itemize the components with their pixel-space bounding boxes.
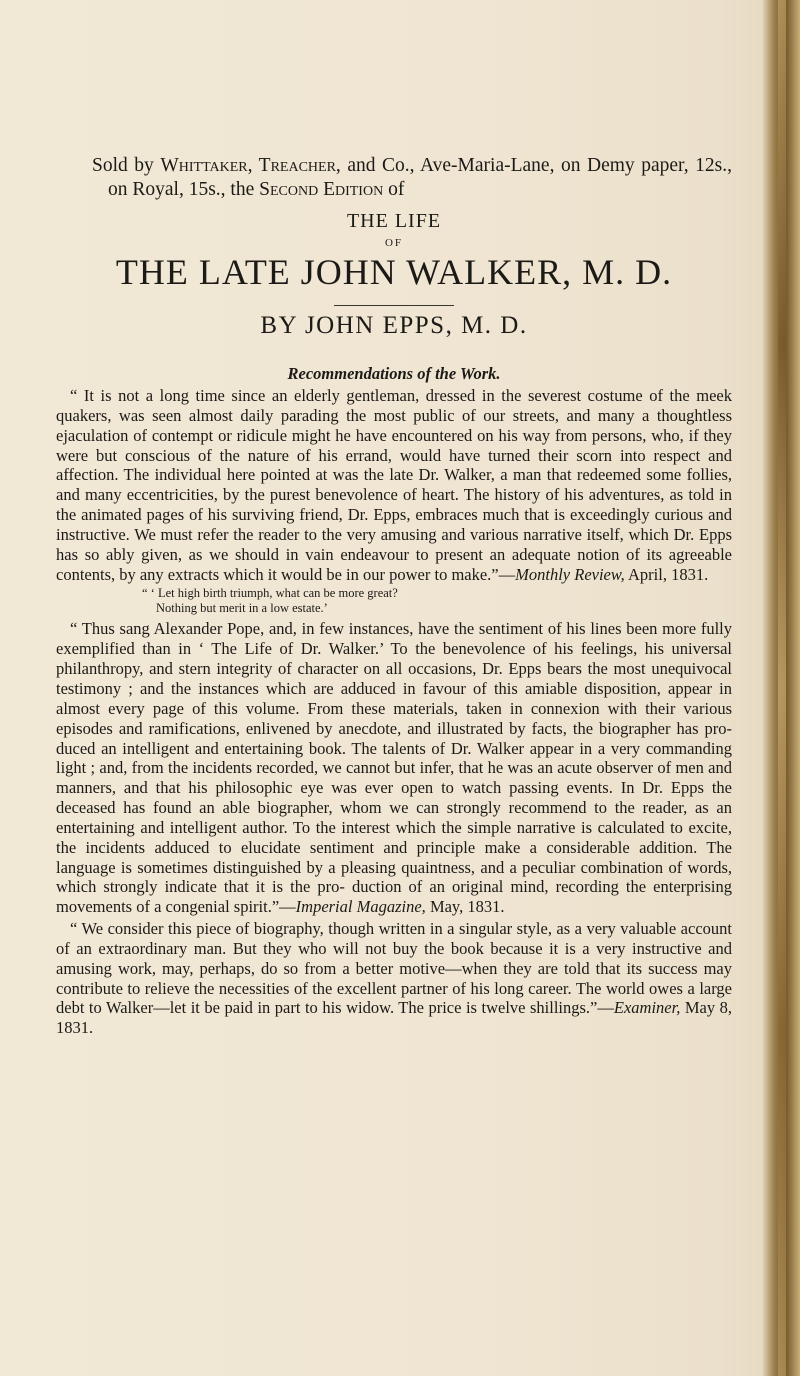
publisher-notice: [56, 154, 732, 202]
verse-line-2: Nothing but merit in a low estate.’: [156, 601, 328, 616]
advertisement: [56, 154, 732, 1038]
binding-shadow: [778, 0, 786, 1376]
title-line-1: THE LIFE: [346, 210, 442, 232]
review-imperial-source: Imperial Magazine,: [295, 897, 426, 917]
review-examiner: [56, 919, 732, 1038]
review-monthly-source: Monthly Review,: [515, 564, 625, 584]
pope-verse: [56, 586, 732, 616]
page-edge-binding: [762, 0, 800, 1376]
review-examiner-text: “ We consider this piece of biography, though written in a singular style, as a very valuable account of an extraordinary man. But they who will not buy the book because it is a very instructive and amusing work, may, perhaps, do so from a better motive—when they are told that its success may contribute to relieve the necessities of the excellent partner of his long career. The world owes a large debt to Walker—let it be paid in part to his widow. The price is twelve shillings.”—: [56, 919, 732, 1018]
recommendations-heading: Recommendations of the Work.: [287, 364, 501, 383]
title-of: OF: [384, 237, 404, 249]
review-imperial-date: May, 1831.: [425, 897, 505, 917]
review-examiner-source: Examiner,: [613, 998, 681, 1018]
edition-label: Second Edition: [259, 179, 384, 200]
sold-details: and Co., Ave-Maria-Lane, on Demy paper, 12s., on Royal, 15s., the: [108, 155, 732, 200]
review-monthly-date: April, 1831.: [624, 564, 709, 584]
sold-suffix: of: [383, 179, 405, 200]
publisher-name: Whittaker, Treacher,: [160, 155, 341, 176]
byline: BY JOHN EPPS, M. D.: [260, 312, 528, 339]
verse-line-1: “ ‘ Let high birth triumph, what can be more great?: [142, 586, 398, 601]
title-line-2: THE LATE JOHN WALKER, M. D.: [115, 252, 673, 292]
review-imperial-text: “ Thus sang Alexander Pope, and, in few instances, have the sentiment of his lines been more fully exemplified than in ‘ The Life of Dr. Walker.’ To the benevolence of his feelings, his universal philanthropy, and stern integrity of character on all occasions, Dr. Epps bears the most unequivocal testimony ; and the instances which are adduced in favour of this amiable disposition, appear in almost every page of this volume. From these materials, taken in connexion with their various episodes and ramifications, enlivened by anecdote, and illustrated by facts, the biographer has pro- duced an intelligent and entertaining book. The talents of Dr. Walker appear in a very commanding light ; and, from the incidents recorded, we cannot but infer, that he was an acute observer of men and manners, and that his philosophic eye was ever open to watch passing events. In Dr. Epps the deceased has found an able biographer, whom we can strongly recommend to the reader, as an entertaining and intelligent author. To the interest which the simple narrative is calculated to excite, the incidents adduced to elucidate sentiment and principle make a considerable addition. The language is sometimes distinguished by a pleasing quaintness, and a peculiar combination of words, which strongly indicate that it is the pro- duction of an original mind, recording the enterprising movements of a congenial spirit.”—: [56, 619, 732, 917]
review-examiner-date: May 8, 1831.: [56, 998, 732, 1038]
review-monthly: [56, 386, 732, 584]
review-monthly-text: “ It is not a long time since an elderly gentleman, dressed in the severest costume of the meek quakers, was seen almost daily parading the most public of our streets, and many a thoughtless ejaculation of contempt or ridicule might he have encountered on his way from persons, who, if they were but conscious of the nature of his errand, would have turned their scorn into respect and affection. The individual here pointed at was the late Dr. Walker, a man that redeemed some follies, and many eccentricities, by the purest benevolence of heart. The history of his adventures, as told in the animated pages of his surviving friend, Dr. Epps, embraces much that is exceedingly curious and instructive. We must refer the reader to the very amusing and various narrative itself, which Dr. Epps has so ably given, as we should in vain endeavour to present an adequate notion of its agreeable contents, by any extracts which it would be in our power to make.”—: [56, 386, 732, 584]
sold-prefix: Sold by: [92, 155, 161, 176]
review-imperial: [56, 619, 732, 917]
title-rule: [334, 305, 454, 306]
